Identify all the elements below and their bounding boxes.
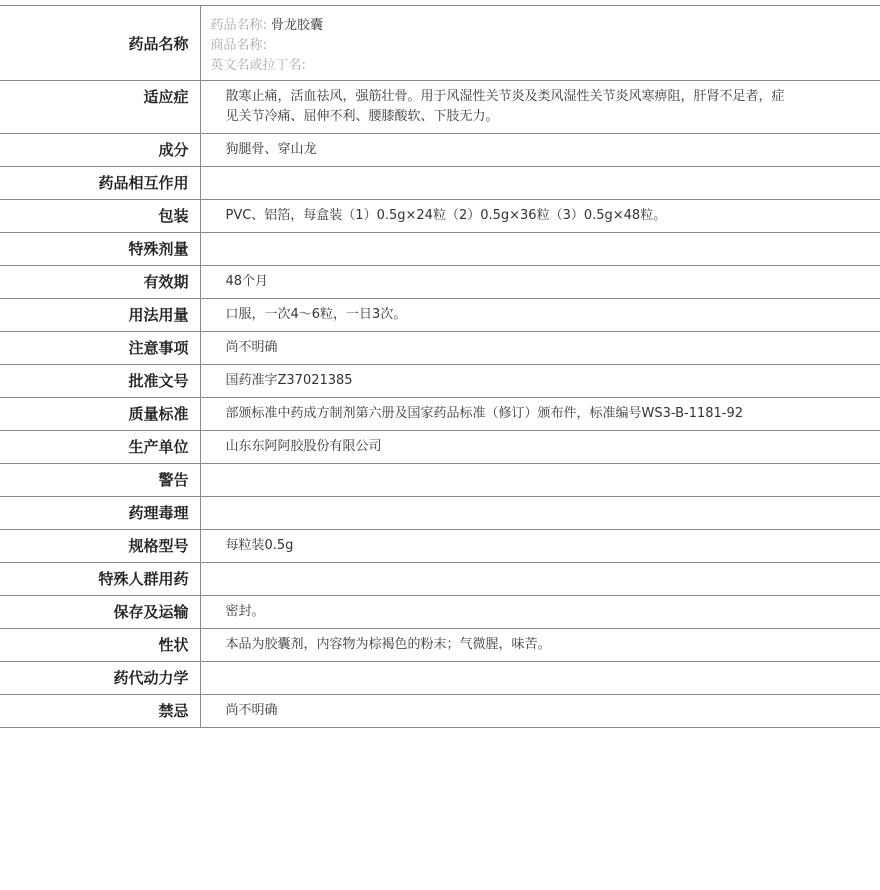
row-value: 部颁标准中药成方制剂第六册及国家药品标准（修订）颁布件，标准编号WS3-B-1181-92	[225, 406, 744, 421]
row-label: 特殊剂量	[0, 233, 200, 266]
row-label: 包装	[0, 200, 200, 233]
table-row-contraindications	[0, 695, 880, 728]
row-label: 适应症	[0, 81, 200, 134]
row-label: 药品相互作用	[0, 167, 200, 200]
table-row-special-populations	[0, 563, 880, 596]
table-row-description	[0, 629, 880, 662]
table-row-pharmacokinetics	[0, 662, 880, 695]
table-row-manufacturer	[0, 431, 880, 464]
table-row-dosage	[0, 299, 880, 332]
table-row-storage	[0, 596, 880, 629]
row-value: 本品为胶囊剂，内容物为棕褐色的粉末；气微腥，味苦。	[225, 637, 551, 652]
row-label: 药品名称	[0, 6, 200, 81]
row-value: 密封。	[225, 604, 265, 619]
row-value	[200, 662, 880, 695]
row-label: 注意事项	[0, 332, 200, 365]
row-value	[200, 563, 880, 596]
latin-name-key: 英文名或拉丁名:	[210, 58, 306, 73]
table-row-indications	[0, 81, 880, 134]
generic-name-line	[211, 16, 791, 36]
row-label: 用法用量	[0, 299, 200, 332]
table-row-pharmacology	[0, 497, 880, 530]
row-value: 48个月	[225, 274, 269, 289]
row-value	[200, 167, 880, 200]
table-row-specification	[0, 530, 880, 563]
row-label: 药理毒理	[0, 497, 200, 530]
table-row-precautions	[0, 332, 880, 365]
row-value	[200, 233, 880, 266]
trade-name-key: 商品名称:	[210, 38, 267, 53]
table-row-drug-name	[0, 6, 880, 81]
row-label: 规格型号	[0, 530, 200, 563]
row-value: 散寒止痛，活血祛风，强筋壮骨。用于风湿性关节炎及类风湿性关节炎风寒痹阻，肝肾不足者，症见关节冷痛、屈伸不利、腰膝酸软、下肢无力。	[225, 89, 785, 124]
table-row-ingredients	[0, 134, 880, 167]
table-row-quality-standard	[0, 398, 880, 431]
row-label: 生产单位	[0, 431, 200, 464]
row-label: 有效期	[0, 266, 200, 299]
table-row-warning	[0, 464, 880, 497]
row-value: 国药准字Z37021385	[225, 373, 353, 388]
row-label: 警告	[0, 464, 200, 497]
row-value: PVC、铝箔，每盒装（1）0.5g×24粒（2）0.5g×36粒（3）0.5g×48粒。	[225, 208, 667, 223]
row-value: 尚不明确	[225, 703, 278, 718]
table-row-shelf-life	[0, 266, 880, 299]
row-label: 特殊人群用药	[0, 563, 200, 596]
latin-name-line	[211, 56, 791, 76]
row-label: 质量标准	[0, 398, 200, 431]
row-value	[200, 497, 880, 530]
row-value: 口服，一次4～6粒，一日3次。	[225, 307, 407, 322]
row-label: 批准文号	[0, 365, 200, 398]
table-row-packaging	[0, 200, 880, 233]
row-label: 保存及运输	[0, 596, 200, 629]
drug-name-block	[200, 6, 880, 81]
generic-name-key: 药品名称:	[210, 18, 267, 33]
row-label: 成分	[0, 134, 200, 167]
drug-info-table	[0, 5, 880, 728]
generic-name-value: 骨龙胶囊	[271, 18, 324, 33]
row-value: 狗腿骨、穿山龙	[225, 142, 317, 157]
row-label: 性状	[0, 629, 200, 662]
table-row-interactions	[0, 167, 880, 200]
row-value: 山东东阿阿胶股份有限公司	[225, 439, 382, 454]
row-value	[200, 464, 880, 497]
trade-name-line	[211, 36, 791, 56]
row-value: 尚不明确	[225, 340, 278, 355]
row-value: 每粒装0.5g	[225, 538, 294, 553]
row-label: 禁忌	[0, 695, 200, 728]
table-row-special-dosage	[0, 233, 880, 266]
row-label: 药代动力学	[0, 662, 200, 695]
table-row-approval-number	[0, 365, 880, 398]
